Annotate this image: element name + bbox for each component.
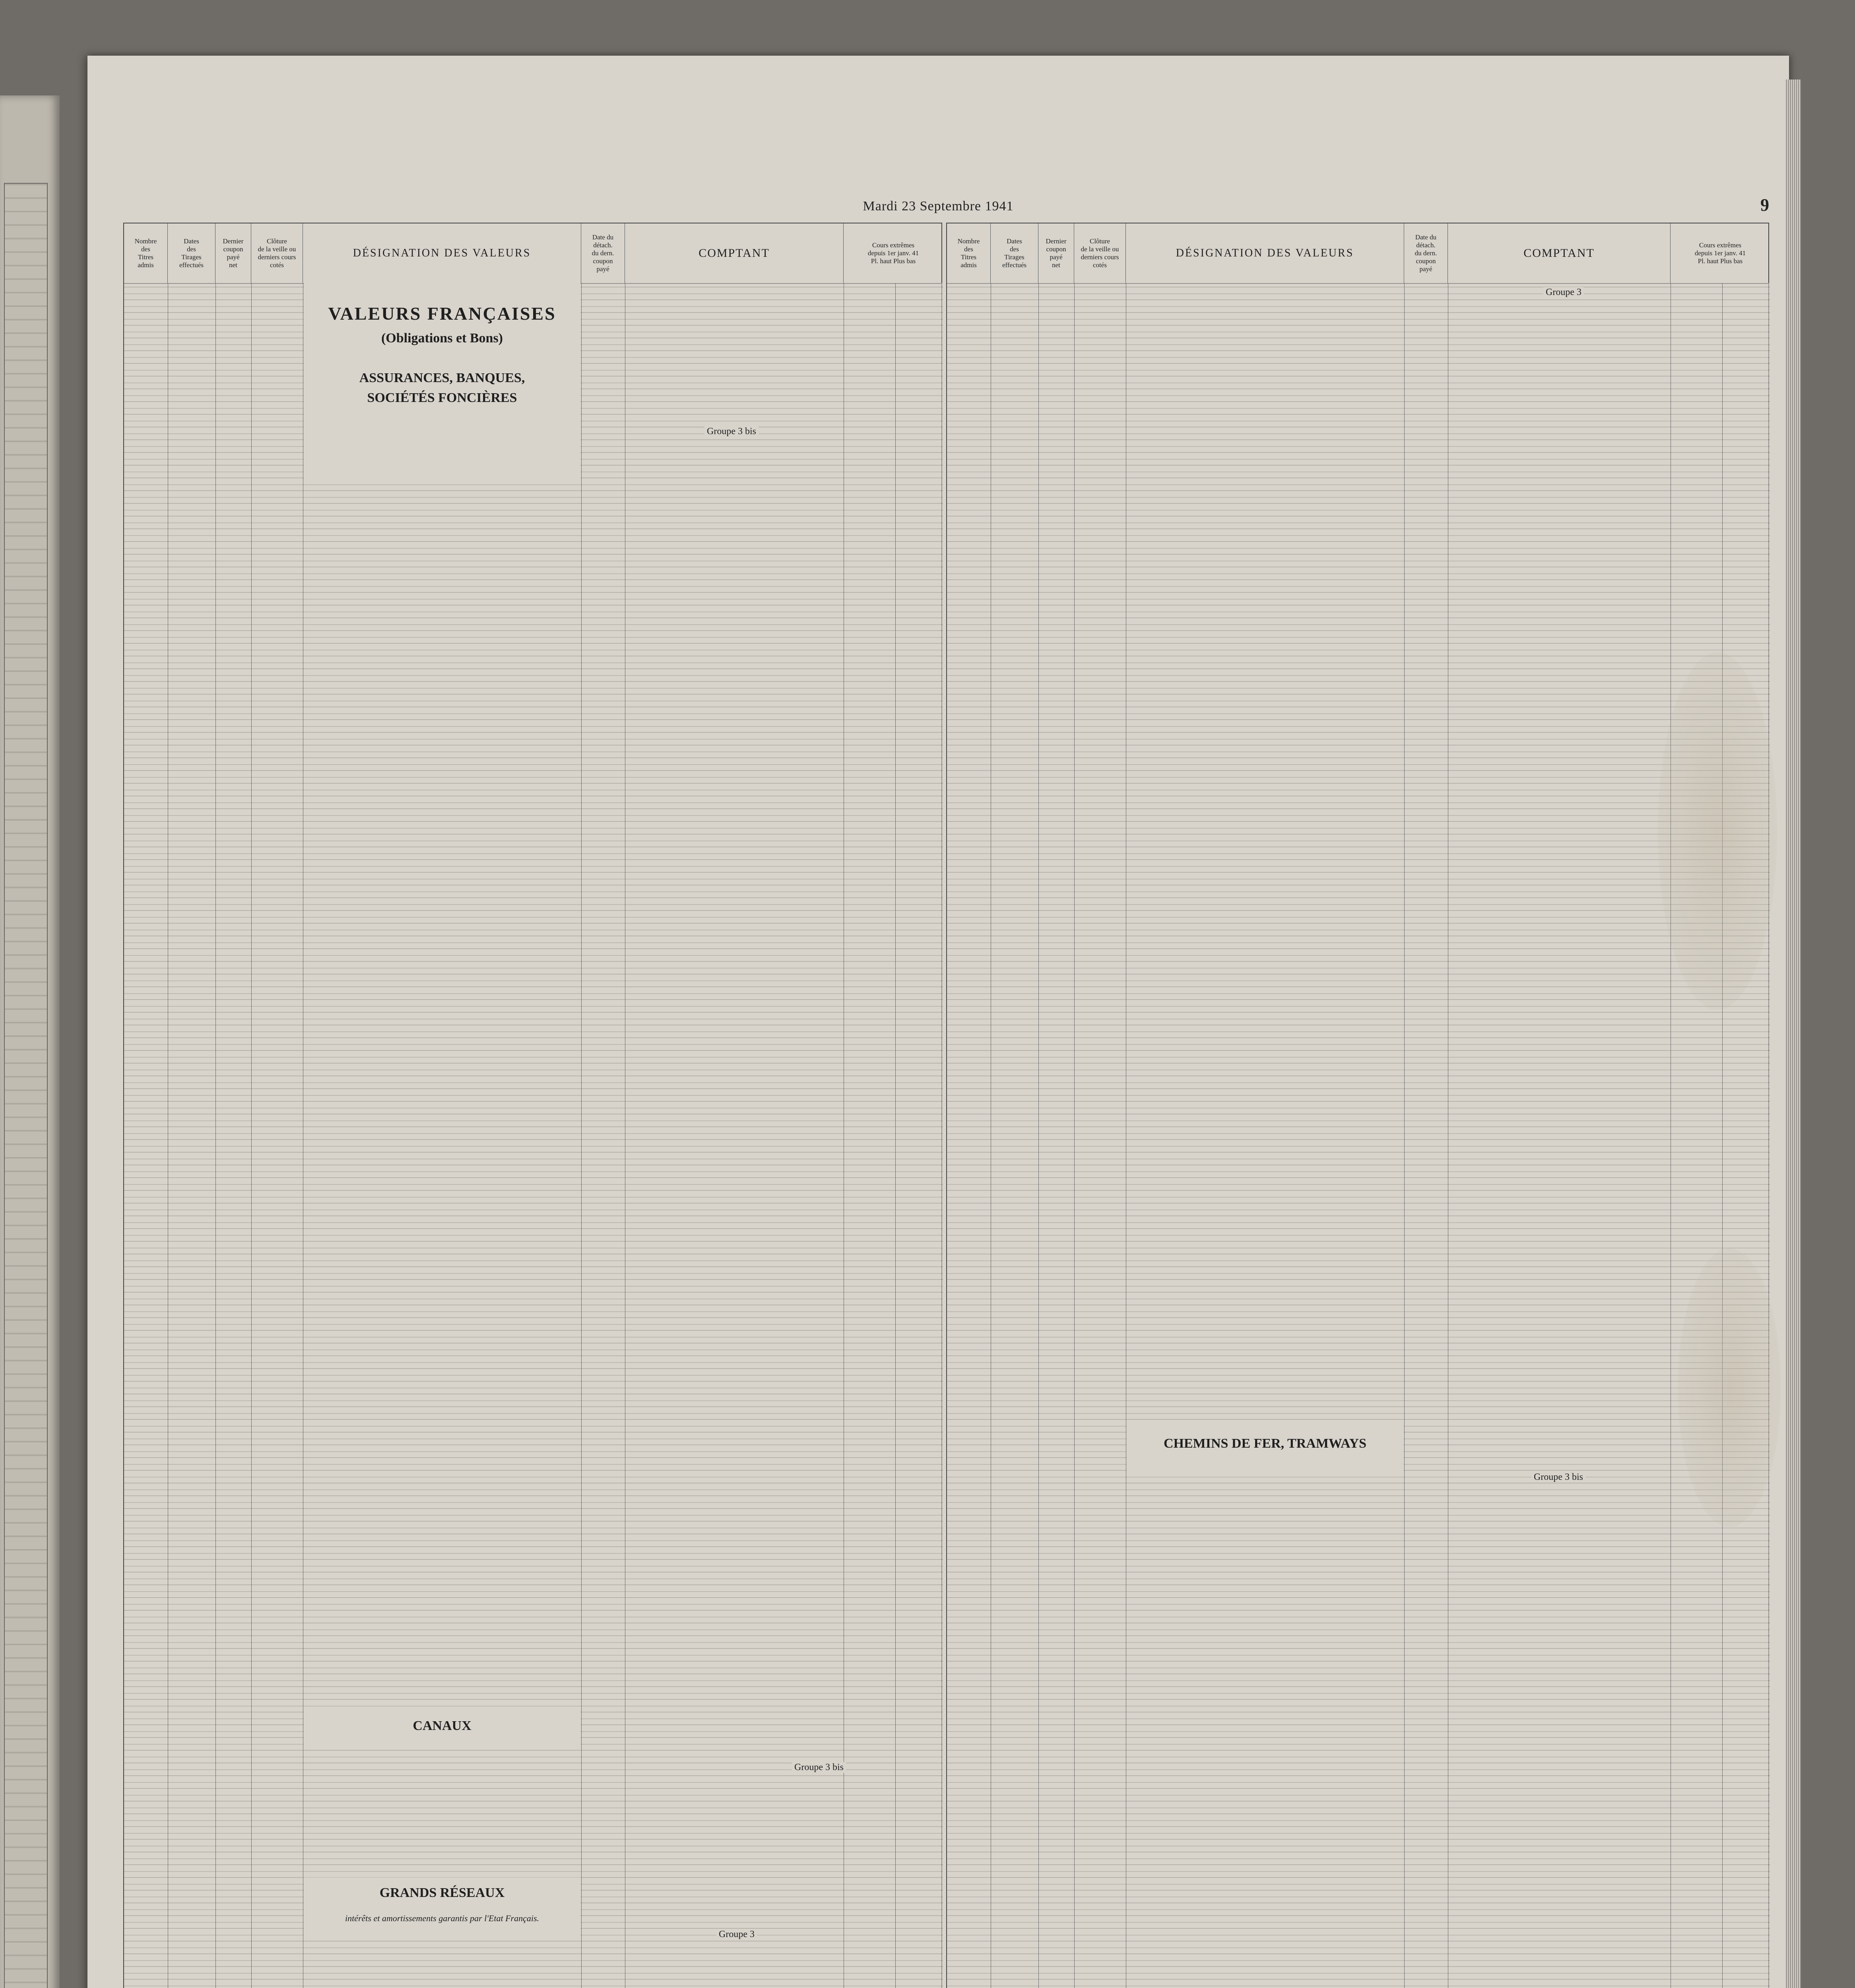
header-cloture: Clôture de la veille ou derniers cours cotés bbox=[251, 223, 303, 283]
header-date-detach: Date du détach. du dern. coupon payé bbox=[581, 223, 625, 283]
section-chemins-de-fer: CHEMINS DE FER, TRAMWAYS bbox=[1163, 1436, 1367, 1451]
header-comptant: COMPTANT bbox=[625, 223, 844, 283]
right-table-body bbox=[947, 283, 1768, 1988]
header-dernier: Dernier coupon payé net bbox=[1038, 223, 1074, 283]
header-nombre: Nombre des Titres admis bbox=[124, 223, 168, 283]
right-table bbox=[946, 223, 1769, 1988]
header-nombre: Nombre des Titres admis bbox=[947, 223, 991, 283]
header-designation: DÉSIGNATION DES VALEURS bbox=[303, 223, 581, 283]
facing-page-edge bbox=[0, 95, 60, 1988]
header-date-detach: Date du détach. du dern. coupon payé bbox=[1404, 223, 1448, 283]
right-table-header bbox=[947, 223, 1768, 284]
header-comptant: COMPTANT bbox=[1448, 223, 1671, 283]
section-assurances: ASSURANCES, BANQUES, bbox=[359, 371, 525, 385]
section-grands-reseaux: GRANDS RÉSEAUX bbox=[379, 1885, 505, 1900]
section-societes-foncieres: SOCIÉTÉS FONCIÈRES bbox=[367, 390, 517, 405]
left-table-body bbox=[124, 283, 941, 1988]
header-extremes: Cours extrêmes depuis 1er janv. 41 Pl. haut Plus bas bbox=[867, 241, 919, 265]
header-designation: DÉSIGNATION DES VALEURS bbox=[1126, 223, 1404, 283]
title-valeurs-francaises: VALEURS FRANÇAISES bbox=[328, 303, 556, 324]
page-stack-edge bbox=[1785, 80, 1801, 1988]
header-extremes: Cours extrêmes depuis 1er janv. 41 Pl. haut Plus bas bbox=[1694, 241, 1746, 265]
group-label-3bis-a: Groupe 3 bis bbox=[704, 426, 759, 437]
left-table-header bbox=[124, 223, 941, 284]
group-label-3bis: Groupe 3 bis bbox=[1531, 1472, 1585, 1483]
header-dates: Dates des Tirages effectués bbox=[168, 223, 215, 283]
header-dernier: Dernier coupon payé net bbox=[215, 223, 251, 283]
section-grands-reseaux-note: intérêts et amortissements garantis par l'Etat Français. bbox=[345, 1913, 539, 1923]
left-table bbox=[123, 223, 942, 1988]
subtitle-obligations: (Obligations et Bons) bbox=[381, 331, 503, 346]
newspaper-page bbox=[87, 56, 1789, 1988]
group-label-3: Groupe 3 bbox=[716, 1929, 757, 1940]
page-number: 9 bbox=[1760, 195, 1769, 215]
group-label-3: Groupe 3 bbox=[1543, 287, 1584, 298]
group-label-3bis-b: Groupe 3 bis bbox=[792, 1762, 846, 1773]
header-cloture: Clôture de la veille ou derniers cours cotés bbox=[1074, 223, 1126, 283]
header-dates: Dates des Tirages effectués bbox=[991, 223, 1038, 283]
page-date: Mardi 23 Septembre 1941 bbox=[863, 199, 1014, 214]
section-canaux: CANAUX bbox=[413, 1718, 472, 1733]
